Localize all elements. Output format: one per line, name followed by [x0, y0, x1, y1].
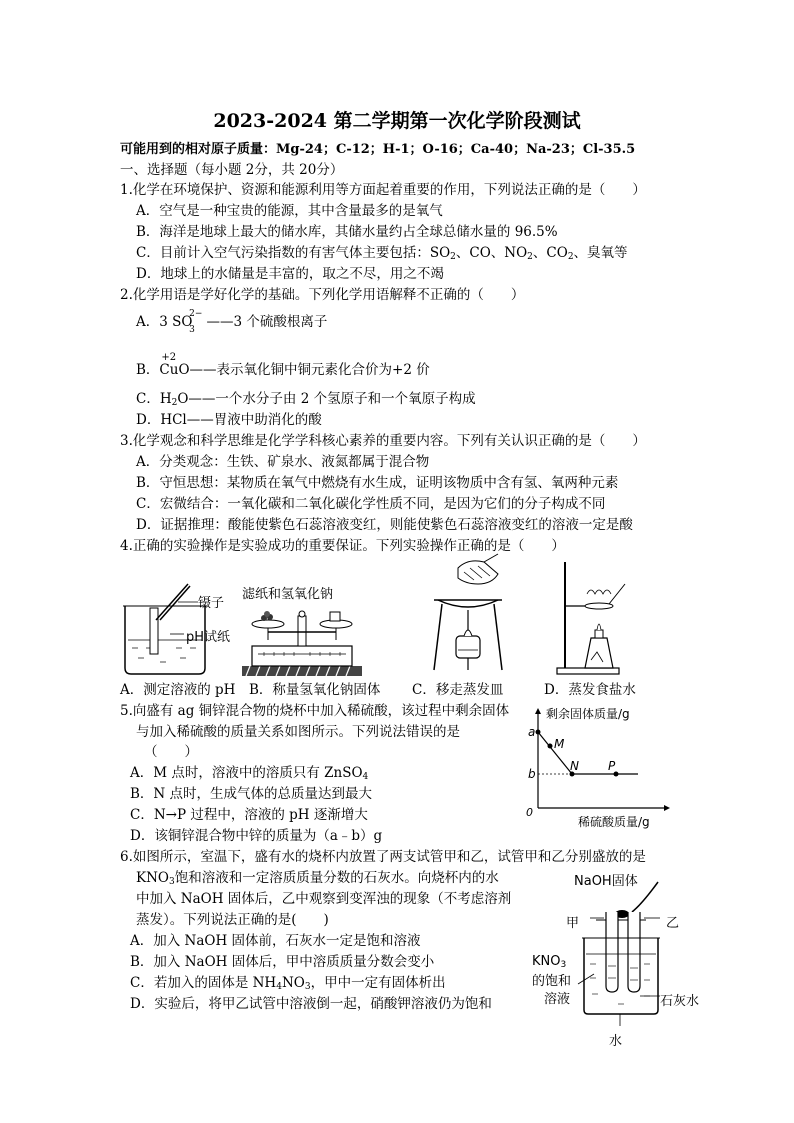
page-title: 2023-2024 第二学期第一次化学阶段测试: [213, 110, 581, 132]
evaporating-dish-figure: [428, 558, 508, 678]
q5-stem-line3: （ ）: [144, 744, 198, 760]
chart-label-n: N: [570, 759, 579, 773]
q1-option-d: D．地球上的水储量是丰富的，取之不尽，用之不竭: [136, 266, 444, 282]
chart-origin: 0: [526, 806, 533, 819]
q2-option-a: A．3 SO 2− 3 ——3 个硫酸根离子: [136, 309, 328, 335]
q3-option-b: B．守恒思想：某物质在氧气中燃烧有水生成，证明该物质中含有氢、氧两种元素: [136, 475, 619, 491]
atomic-masses: 可能用到的相对原子质量：Mg-24；C-12；H-1；O-16；Ca-40；Na-23；Cl-35.5: [120, 142, 636, 157]
section-heading: 一、选择题（每小题 2分，共 20分）: [120, 162, 344, 178]
label-ph-paper: pH试纸: [186, 630, 231, 645]
beaker-test-tubes-figure: [560, 874, 680, 1034]
q5-option-d: D．该铜锌混合物中锌的质量为（a﹣b）g: [130, 828, 383, 844]
chart-ytick-a: a: [528, 725, 536, 739]
chart-label-p: P: [608, 759, 616, 773]
q2-stem: 2.化学用语是学好化学的基础。下列化学用语解释不正确的（ ）: [120, 287, 525, 303]
q4-option-a: A．测定溶液的 pH: [120, 682, 236, 698]
q2-option-c: C．$H_2O——$一个水分子由 2 个氢原子和一个氧原子构成: [136, 391, 476, 408]
label-kno3-line1: $KNO_3$: [532, 954, 567, 970]
mass-chart: [520, 704, 670, 828]
q6-stem-line1: 6.如图所示，室温下，盛有水的烧杯内放置了两支试管甲和乙，试管甲和乙分别盛放的是: [120, 849, 646, 865]
q1-option-c: C．目前计入空气污染指数的有害气体主要包括：$SO_2$、CO、$NO_2$、$CO_2$、臭氧等: [136, 245, 628, 262]
q1-stem: 1.化学在环境保护、资源和能源利用等方面起着重要的作用，下列说法正确的是（ ）: [120, 182, 646, 198]
q6-stem-line3: 中加入 NaOH 固体后，乙中观察到变浑浊的现象（不考虑溶剂: [136, 891, 512, 907]
evaporation-figure: [553, 560, 633, 676]
q6-option-c: C．若加入的固体是 $NH_4NO_3$，甲中一定有固体析出: [130, 975, 446, 992]
chart-ylabel: 剩余固体质量/g: [546, 707, 630, 721]
q2-option-b: B． +2 CuO——表示氧化铜中铜元素化合价为+2 价: [136, 352, 430, 378]
q5-option-a: A．M 点时，溶液中的溶质只有 ZnSO$_4$: [130, 765, 369, 782]
q5-stem-line2: 与加入稀硫酸的质量关系如图所示。下列说法错误的是: [136, 724, 460, 740]
q2-option-d: D．HCl——胃液中助消化的酸: [136, 412, 322, 428]
q4-option-c: C．移走蒸发皿: [412, 682, 504, 698]
q1-option-a: A．空气是一种宝贵的能源，其中含量最多的是氧气: [136, 203, 443, 219]
label-tube-jia: 甲: [566, 916, 580, 931]
q4-stem: 4.正确的实验操作是实验成功的重要保证。下列实验操作正确的是（ ）: [120, 538, 565, 554]
chart-label-m: M: [554, 737, 565, 751]
label-kno3-line3: 溶液: [544, 992, 571, 1007]
q3-option-a: A．分类观念：生铁、矿泉水、液氮都属于混合物: [136, 454, 430, 470]
q6-stem-line2: $KNO_3$饱和溶液和一定溶质质量分数的石灰水。向烧杯内的水: [136, 870, 499, 887]
chart-ytick-b: b: [528, 767, 536, 781]
q3-option-c: C．宏微结合：一氧化碳和二氧化碳化学性质不同，是因为它们的分子构成不同: [136, 496, 606, 512]
chart-point-m: [548, 744, 553, 749]
label-naoh: NaOH固体: [574, 874, 638, 889]
balance-figure: [238, 596, 368, 678]
q6-option-d: D．实验后，将甲乙试管中溶液倒一起，硝酸钾溶液仍为饱和: [130, 996, 492, 1012]
label-kno3-line2: 的饱和: [532, 974, 572, 989]
q1-option-b: B．海洋是地球上最大的储水库，其储水量约占全球总储水量的 96.5%: [136, 224, 558, 240]
q5-option-c: C．N→P 过程中，溶液的 pH 逐渐增大: [130, 807, 368, 823]
q5-stem-line1: 5.向盛有 ag 铜锌混合物的烧杯中加入稀硫酸，该过程中剩余固体: [120, 703, 510, 719]
q6-option-a: A．加入 NaOH 固体前，石灰水一定是饱和溶液: [130, 933, 421, 949]
chart-point-a: [536, 730, 541, 735]
chart-xlabel: 稀硫酸质量/g: [578, 815, 650, 829]
q6-option-b: B．加入 NaOH 固体后，甲中溶质质量分数会变小: [130, 954, 435, 970]
q5-option-b: B．N 点时，生成气体的总质量达到最大: [130, 786, 373, 802]
label-water: 水: [609, 1034, 623, 1049]
label-lime-water: 石灰水: [660, 994, 700, 1009]
label-filter-paper: 滤纸和氢氧化钠: [242, 587, 334, 602]
q4-option-d: D．蒸发食盐水: [544, 682, 636, 698]
q6-stem-line4: 蒸发）。下列说法正确的是( ): [136, 912, 329, 928]
label-tube-yi: 乙: [666, 916, 680, 931]
q3-option-d: D．证据推理：酸能使紫色石蕊溶液变红，则能使紫色石蕊溶液变红的溶液一定是酸: [136, 517, 633, 533]
q4-option-b: B．称量氢氧化钠固体: [249, 682, 381, 698]
label-tweezers: 镊子: [198, 596, 225, 611]
q3-stem: 3.化学观念和科学思维是化学学科核心素养的重要内容。下列有关认识正确的是（ ）: [120, 433, 646, 449]
